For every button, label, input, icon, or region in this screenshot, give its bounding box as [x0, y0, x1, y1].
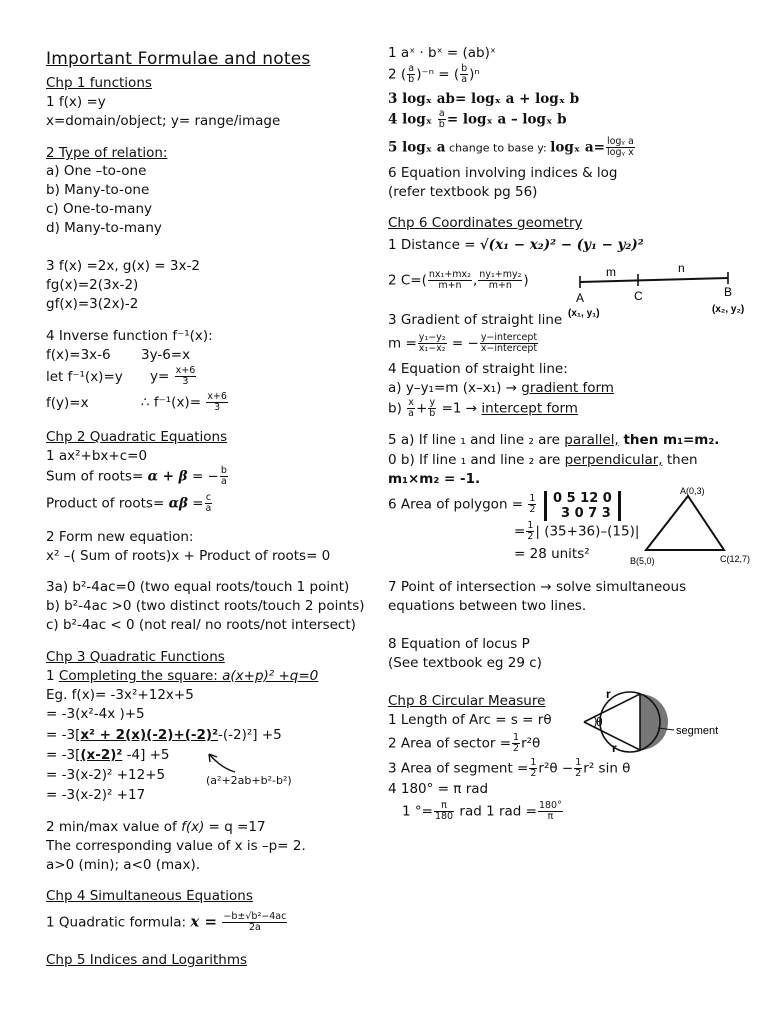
- fraction: [407, 398, 415, 419]
- heading-chp5: Chp 5 Indices and Logarithms: [46, 952, 248, 968]
- text: =1 →: [437, 400, 482, 417]
- line: [388, 333, 539, 354]
- line: b) Many-to-one: [46, 182, 150, 198]
- numerator: b: [461, 63, 468, 74]
- numerator: 1: [530, 757, 537, 768]
- line: [46, 493, 213, 514]
- numerator: 1: [575, 757, 582, 768]
- denominator: 2: [527, 531, 534, 542]
- text: 3 Area of segment =: [388, 760, 529, 777]
- text: m =: [388, 335, 417, 352]
- fraction: [480, 333, 538, 354]
- text: [59, 668, 318, 684]
- numerator: y: [429, 397, 436, 408]
- numerator: logᵧ a: [606, 136, 634, 147]
- line: [388, 431, 719, 449]
- line: f(y)=x: [46, 395, 89, 411]
- text: 0 b) If line ₁ and line ₂ are: [388, 452, 565, 468]
- line: 6 Equation involving indices & log: [388, 165, 618, 181]
- segment-label-m: m: [606, 265, 616, 279]
- text: 1 °=: [402, 803, 433, 820]
- fraction: [175, 366, 197, 387]
- line: [46, 746, 170, 764]
- text: 1: [46, 668, 59, 684]
- line: 1 aˣ · bˣ = (ab)ˣ: [388, 45, 496, 61]
- fraction: [606, 137, 635, 158]
- text: Completing the square:: [58, 668, 218, 684]
- text: 2 C=(: [388, 272, 427, 289]
- matrix: [544, 491, 621, 521]
- fraction: [438, 109, 446, 130]
- line: [388, 758, 630, 779]
- point-b-label: B: [724, 285, 733, 299]
- fraction: [222, 912, 287, 933]
- fraction: [434, 801, 454, 822]
- fraction: [528, 494, 536, 515]
- point-b-coords: (x₂, y₂): [712, 304, 745, 315]
- text: intercept form: [481, 400, 578, 417]
- fraction: [205, 493, 213, 514]
- denominator: b: [438, 119, 445, 130]
- fraction: [526, 521, 534, 542]
- point-c-label: C: [634, 289, 643, 303]
- line: x² –( Sum of roots)x + Product of roots= 0: [46, 548, 331, 564]
- arrow-icon: [201, 748, 241, 776]
- line: [46, 466, 229, 487]
- denominator: logᵧ x: [607, 147, 634, 158]
- heading-chp3: Chp 3 Quadratic Functions: [46, 649, 225, 665]
- math: α + β: [147, 468, 188, 485]
- line: gf(x)=3(2x)-2: [46, 296, 139, 312]
- line: [388, 494, 537, 515]
- line: 3y-6=x: [141, 347, 191, 363]
- line: The corresponding value of x is –p= 2.: [46, 838, 306, 854]
- text: y=: [150, 368, 170, 385]
- radius-label: r: [606, 687, 611, 701]
- text: r²θ: [521, 735, 541, 752]
- theta-label: θ: [596, 715, 603, 729]
- text: 2 min/max value of: [46, 819, 182, 835]
- line: [46, 912, 288, 933]
- line: 1 ax²+bx+c=0: [46, 448, 148, 464]
- text: 2 Area of sector =: [388, 735, 512, 752]
- line: [514, 521, 639, 542]
- numerator: π: [434, 801, 454, 812]
- circle-segment-diagram: [578, 686, 758, 758]
- fraction: [220, 466, 228, 487]
- line: [388, 451, 698, 469]
- line: 2 C=( $\frac{\text{nx₁+mx₂}}{m+n}$ , $\frac{\text{ny₁+my₂}}{m+n}$ ): [388, 269, 529, 291]
- denominator: 3: [214, 402, 221, 413]
- numerator: x+6: [175, 365, 196, 376]
- denominator: a: [408, 408, 414, 419]
- text: r² sin θ: [583, 760, 631, 777]
- page-title: Important Formulae and notes: [46, 49, 311, 69]
- line: [388, 379, 614, 397]
- fraction: [574, 758, 582, 779]
- line: c) One-to-many: [46, 201, 152, 217]
- math: αβ: [168, 495, 188, 512]
- segment-label-n: n: [678, 261, 685, 275]
- expansion-note: (a²+2ab+b²-b²): [206, 774, 292, 787]
- vertex-c-label: C(12,7): [720, 554, 751, 564]
- text: 5 a) If line ₁ and line ₂ are: [388, 432, 565, 448]
- line: (refer textbook pg 56): [388, 184, 538, 200]
- line: 2 Form new equation:: [46, 529, 194, 545]
- fraction: [428, 270, 472, 291]
- text: =: [514, 523, 526, 540]
- point-a-label: A: [576, 291, 585, 305]
- text: Sum of roots=: [46, 468, 148, 485]
- line: a) One –to-one: [46, 163, 147, 179]
- text: gradient form: [521, 380, 614, 396]
- numerator: b: [220, 465, 227, 476]
- line: [141, 392, 229, 413]
- text: x² + 2(x)(-2)+(-2)²: [80, 727, 219, 743]
- text: (x-2)²: [80, 747, 123, 763]
- numerator: 180°: [538, 800, 562, 811]
- denominator: a: [205, 503, 212, 514]
- numerator: c: [205, 492, 212, 503]
- line: 4 180° = π rad: [388, 781, 489, 797]
- line: b) $\frac{x}{a}$ + $\frac{y}{b}$ =1 → intercept form: [388, 397, 578, 419]
- line: 4 Inverse function f⁻¹(x):: [46, 328, 213, 344]
- numerator: x: [408, 397, 414, 408]
- line: m₁×m₂ = -1.: [388, 471, 481, 487]
- denominator: a: [220, 476, 227, 487]
- text: = -3[: [46, 747, 81, 763]
- denominator: 3: [182, 376, 189, 387]
- line: equations between two lines.: [388, 598, 587, 614]
- text: =: [192, 495, 204, 512]
- fraction: [407, 64, 415, 85]
- numerator: 1: [529, 493, 536, 504]
- math: √(x₁ − x₂)² − (y₁ − y₂)²: [479, 237, 644, 253]
- line: 3 f(x) =2x, g(x) = 3x-2: [46, 258, 200, 274]
- text: -(-2)²] +5: [218, 727, 282, 743]
- heading-chp8: Chp 8 Circular Measure: [388, 693, 546, 709]
- text: a(x+p)² +q=0: [217, 668, 319, 684]
- line: = -3(x-2)² +12+5: [46, 767, 166, 783]
- text: b): [388, 400, 407, 417]
- line: [46, 667, 318, 685]
- fraction: [206, 392, 228, 413]
- numerator: a: [408, 63, 415, 74]
- denominator: a: [461, 74, 468, 85]
- line: Eg. f(x)= -3x²+12x+5: [46, 687, 194, 703]
- heading-chp1: Chp 1 functions: [46, 75, 152, 91]
- line: 1 Length of Arc = s = rθ: [388, 712, 552, 728]
- text: 1 Distance =: [388, 237, 480, 253]
- line: 3a) b²-4ac=0 (two equal roots/touch 1 point): [46, 579, 350, 595]
- text: )ⁿ: [469, 66, 480, 83]
- denominator: 2: [513, 743, 520, 754]
- numerator: 1: [513, 732, 520, 743]
- line: [388, 137, 636, 158]
- text: 2 (: [388, 66, 407, 83]
- denominator: x₁−x₂: [418, 343, 446, 354]
- heading-chp4: Chp 4 Simultaneous Equations: [46, 888, 253, 904]
- line: 4 Equation of straight line:: [388, 361, 568, 377]
- text: = -3[: [46, 727, 81, 743]
- line: [402, 801, 564, 822]
- text: = −: [451, 335, 479, 352]
- text: Product of roots=: [46, 495, 169, 512]
- heading-chp2: Chp 2 Quadratic Equations: [46, 429, 228, 445]
- line: d) Many-to-many: [46, 220, 162, 236]
- line: c) b²-4ac < 0 (not real/ no roots/not intersect): [46, 617, 356, 633]
- denominator: 2a: [248, 922, 261, 933]
- numerator: y₁−y₂: [418, 332, 446, 343]
- line: b) b²-4ac >0 (two distinct roots/touch 2 points): [46, 598, 365, 614]
- vertex-a-label: A(0,3): [680, 486, 705, 496]
- line: [150, 366, 197, 387]
- line: 3 Gradient of straight line: [388, 312, 563, 328]
- fraction: [538, 801, 563, 822]
- math: x =: [190, 912, 218, 931]
- text: rad 1 rad =: [459, 803, 537, 820]
- denominator: 2: [575, 768, 582, 779]
- line: [388, 236, 644, 254]
- text: ): [523, 272, 529, 289]
- line: 1 f(x) =y: [46, 94, 106, 110]
- numerator: y−intercept: [480, 332, 538, 343]
- line: [388, 64, 480, 85]
- text: 6 Area of polygon =: [388, 496, 524, 513]
- math: 4 logₓ: [388, 111, 437, 128]
- denominator: m+n: [438, 280, 462, 291]
- text: ∴ f⁻¹(x)=: [141, 394, 202, 411]
- triangle-diagram: [628, 484, 758, 568]
- denominator: 2: [530, 768, 537, 779]
- text: a) y–y₁=m (x–x₁) →: [388, 380, 522, 396]
- segment-label: segment: [676, 725, 719, 737]
- numerator: x+6: [207, 391, 227, 402]
- text: f(x): [181, 819, 205, 835]
- text: = q =17: [204, 819, 266, 835]
- numerator: a: [438, 108, 445, 119]
- heading-chp6: Chp 6 Coordinates geometry: [388, 215, 583, 231]
- numerator: nx₁+mx₂: [428, 269, 471, 280]
- radius-label: r: [612, 741, 617, 755]
- text: | (35+36)–(15)|: [535, 523, 640, 540]
- line: let f⁻¹(x)=y: [46, 369, 123, 385]
- line: (See textbook eg 29 c): [388, 655, 542, 671]
- text: r²θ −: [538, 760, 574, 777]
- fraction: [512, 733, 520, 754]
- heading-relation: 2 Type of relation:: [46, 145, 168, 161]
- text: )⁻ⁿ = (: [416, 66, 460, 83]
- line: [46, 726, 282, 744]
- text: -4] +5: [122, 747, 170, 763]
- denominator: π: [547, 811, 554, 822]
- line: [388, 733, 540, 754]
- line: f(x)=3x-6: [46, 347, 111, 363]
- line: = -3(x²-4x )+5: [46, 706, 145, 722]
- numerator: −b±√b²−4ac: [223, 911, 287, 922]
- line-segment-diagram: [560, 258, 760, 320]
- fraction: [418, 333, 447, 354]
- denominator: m+n: [488, 280, 512, 291]
- denominator: x−intercept: [480, 343, 538, 354]
- line: x=domain/object; y= range/image: [46, 113, 281, 129]
- line: [388, 109, 567, 130]
- math: = logₓ a – logₓ b: [446, 111, 567, 128]
- line: [46, 818, 266, 836]
- text: then m₁=m₂.: [618, 432, 720, 448]
- math: 5 logₓ a: [388, 139, 446, 156]
- text: then: [662, 452, 698, 468]
- line: 3 logₓ ab= logₓ a + logₓ b: [388, 91, 580, 107]
- fraction: [428, 398, 436, 419]
- line: 8 Equation of locus P: [388, 636, 530, 652]
- text: = −: [191, 468, 219, 485]
- fraction: [478, 270, 522, 291]
- matrix-row: 0 5 12 0: [553, 491, 612, 506]
- fraction: [529, 758, 537, 779]
- line: 7 Point of intersection → solve simultaneous: [388, 579, 687, 595]
- text: 1 Quadratic formula:: [46, 914, 187, 931]
- denominator: 2: [529, 504, 536, 515]
- line: a>0 (min); a<0 (max).: [46, 857, 200, 873]
- text: perpendicular,: [564, 452, 663, 468]
- denominator: b: [429, 408, 436, 419]
- numerator: ny₁+my₂: [479, 269, 522, 280]
- math: logₓ a=: [550, 139, 605, 156]
- line: = 28 units²: [514, 546, 590, 562]
- numerator: 1: [527, 520, 534, 531]
- text: change to base y:: [445, 141, 551, 155]
- denominator: 180: [434, 811, 454, 822]
- denominator: b: [408, 74, 415, 85]
- line: fg(x)=2(3x-2): [46, 277, 139, 293]
- matrix-row: 3 0 7 3: [561, 506, 611, 521]
- line: = -3(x-2)² +17: [46, 787, 146, 803]
- point-a-coords: (x₁, y₁): [568, 308, 600, 319]
- vertex-b-label: B(5,0): [630, 556, 655, 566]
- text: parallel,: [564, 432, 619, 448]
- fraction: [460, 64, 468, 85]
